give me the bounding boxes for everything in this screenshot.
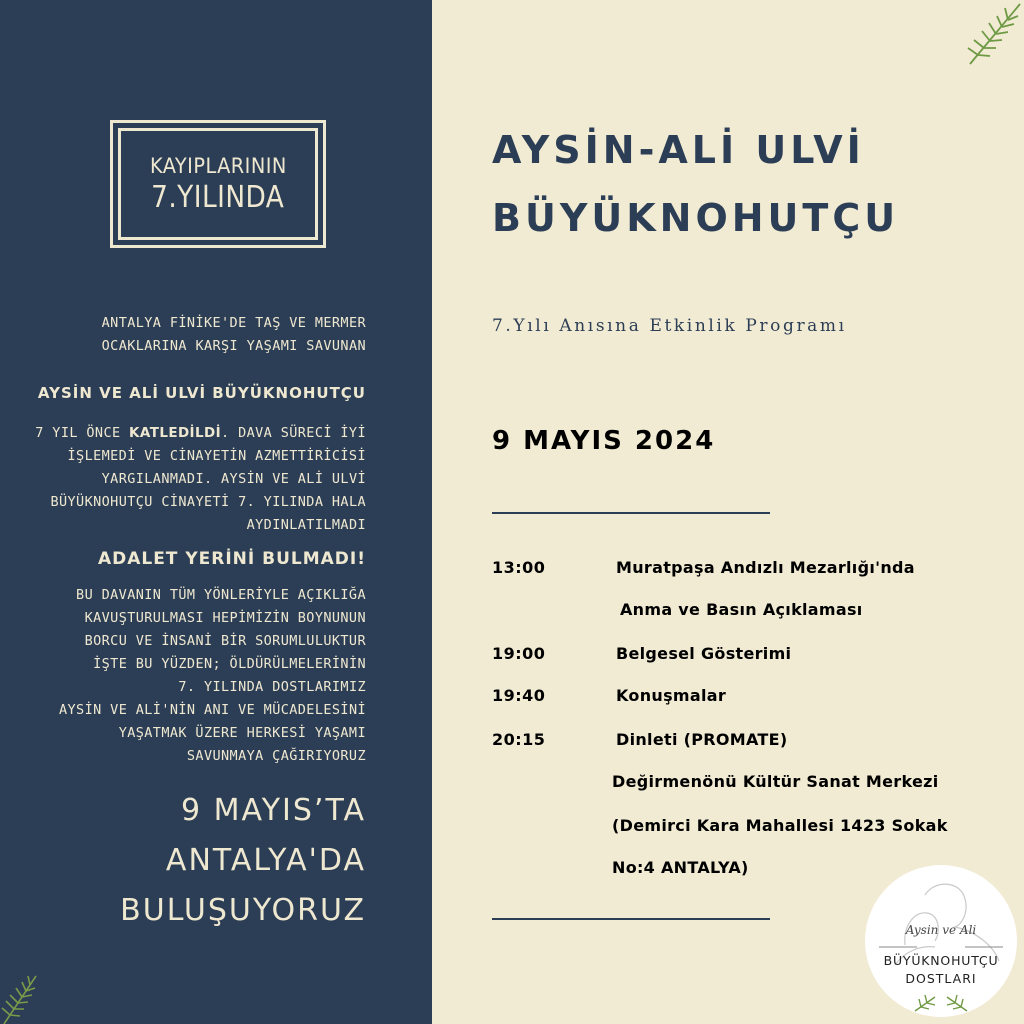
divider-bottom bbox=[492, 918, 770, 920]
event-date: 9 MAYIS 2024 bbox=[492, 426, 716, 456]
call-paragraph: BU DAVANIN TÜM YÖNLERİYLE AÇIKLIĞA KAVUŞTURULMASI HEPİMİZİN BOYNUNUN BORCU VE İNSANİ BİR SORUMLULUKTUR İŞTE BU YÜZDEN; ÖLDÜRÜLMELERİNİN 7. YILINDA DOSTLARIMIZ AYSİN VE ALİ'NİN ANI VE MÜCADELESİNİ YAŞATMAK ÜZERE HERKESİ YAŞAMI SAVUNMAYA ÇAĞIRIYORUZ bbox=[59, 587, 366, 764]
justice-heading: ADALET YERİNİ BULMADI! bbox=[97, 549, 366, 569]
divider-top bbox=[492, 512, 770, 514]
schedule-time: 20:15 bbox=[492, 730, 546, 749]
schedule-time: 19:00 bbox=[492, 644, 546, 663]
schedule-event: Muratpaşa Andızlı Mezarlığı'nda bbox=[616, 558, 915, 577]
intro-text: ANTALYA FİNİKE'DE TAŞ VE MERMER OCAKLARINA KARŞI YAŞAMI SAVUNAN bbox=[101, 315, 366, 354]
schedule-event: Konuşmalar bbox=[616, 686, 727, 705]
case-paragraph: 7 YIL ÖNCE KATLEDİLDİ. DAVA SÜRECİ İYİ İŞLEMEDİ VE CİNAYETİN AZMETTİRİCİSİ YARGILANMADI. AYSİN VE ALİ ULVİ BÜYÜKNOHUTÇU CİNAYETİ 7. YILINDA HALA AYDINLATILMADI bbox=[35, 425, 366, 533]
schedule-event: Değirmenönü Kültür Sanat Merkezi bbox=[612, 772, 939, 791]
couple-silhouette-icon bbox=[865, 865, 1017, 1017]
dostlari-logo bbox=[865, 865, 1017, 1017]
badge-line-1: KAYIPLARININ bbox=[149, 153, 287, 178]
fern-sprig-icon bbox=[962, 0, 1024, 66]
left-panel bbox=[0, 0, 432, 1024]
schedule-time: 19:40 bbox=[492, 686, 546, 705]
meeting-announcement: 9 MAYIS’TA ANTALYA'DA BULUŞUYORUZ bbox=[120, 793, 366, 928]
schedule-event: Dinleti (PROMATE) bbox=[616, 730, 788, 749]
victim-names: AYSİN VE ALİ ULVİ BÜYÜKNOHUTÇU bbox=[37, 384, 366, 402]
event-title-line-2: BÜYÜKNOHUTÇU bbox=[492, 196, 900, 240]
fern-sprig-icon bbox=[0, 968, 48, 1024]
badge-line-2: 7.YILINDA bbox=[151, 179, 285, 215]
schedule-time: 13:00 bbox=[492, 558, 546, 577]
schedule-event: Anma ve Basın Açıklaması bbox=[620, 600, 863, 619]
anniversary-badge bbox=[110, 120, 326, 248]
logo-text-line-2: DOSTLARI bbox=[905, 971, 977, 986]
schedule-event: Belgesel Gösterimi bbox=[616, 644, 792, 663]
program-subtitle: 7.Yılı Anısına Etkinlik Programı bbox=[492, 316, 847, 336]
schedule-event: (Demirci Kara Mahallesi 1423 Sokak bbox=[612, 816, 948, 835]
schedule-event: No:4 ANTALYA) bbox=[612, 858, 749, 877]
logo-text-line-1: BÜYÜKNOHUTÇU bbox=[883, 953, 999, 968]
logo-script-text: Aysin ve Ali bbox=[905, 923, 977, 937]
event-title-line-1: AYSİN-ALİ ULVİ bbox=[492, 128, 865, 172]
